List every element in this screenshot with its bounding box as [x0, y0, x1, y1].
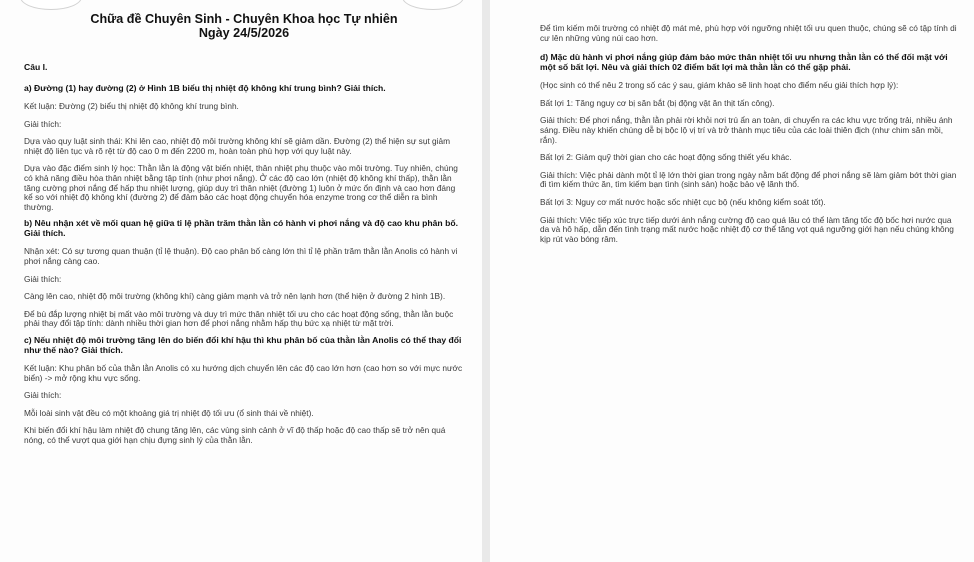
part-b-paragraph-2: Để bù đắp lượng nhiệt bị mất vào môi trường và duy trì mức thân nhiệt tối ưu cho các hoạt động sống, thằn lằn buộc phải thay đổi tập tính: dành nhiều thời gian hơn để phơi nắng nhằm hấp thụ bức xạ nhiệt từ mặt trời. [24, 308, 454, 329]
disadvantage-2: Bất lợi 2: Giảm quỹ thời gian cho các hoạt động sống thiết yếu khác. [540, 152, 792, 163]
disadvantage-2-explanation: Giải thích: Việc phải dành một tỉ lệ lớn thời gian trong ngày nằm bất động để phơi nắng sẽ làm giảm bớt thời gian đi tìm kiếm thức ăn, tìm kiếm bạn tình (sinh sản) hoặc bảo vệ lãnh thổ. [540, 169, 957, 190]
part-c-explain-label: Giải thích: [24, 390, 62, 401]
part-a-paragraph-1: Dựa vào quy luật sinh thái: Khi lên cao, nhiệt độ môi trường không khí sẽ giảm dần. Đường (2) thể hiện sự sụt giảm nhiệt độ liên tục và rõ rệt từ độ cao 0 m đến 2200 m, hoàn toàn phù hợp với quy luật này. [24, 136, 451, 156]
part-c-conclusion: Kết luận: Khu phân bố của thằn lằn Anolis có xu hướng dịch chuyển lên các độ cao lớn hơn (cao hơn so với mực nước biển) -> mở rộng khu vực sống. [24, 362, 463, 383]
part-c-heading: c) Nếu nhiệt độ môi trường tăng lên do biến đổi khí hậu thì khu phân bố của thằn lằn Anolis có thể thay đổi như thế nào? Giải thích. [24, 334, 462, 355]
document-page-right [490, 0, 974, 562]
part-b-paragraph-1: Càng lên cao, nhiệt độ môi trường (không khí) càng giảm mạnh và trở nên lạnh hơn (thể hiện ở đường 2 hình 1B). [24, 291, 446, 302]
part-a-heading: a) Đường (1) hay đường (2) ở Hình 1B biểu thị nhiệt độ không khí trung bình? Giải thích. [24, 83, 386, 93]
disadvantage-3: Bất lợi 3: Nguy cơ mất nước hoặc sốc nhiệt cục bộ (nếu không kiểm soát tốt). [540, 196, 826, 207]
part-b-explain-label: Giải thích: [24, 273, 62, 284]
disadvantage-1-explanation: Giải thích: Để phơi nắng, thằn lằn phải rời khỏi nơi trú ẩn an toàn, di chuyển ra các khu vực trống trải, nhiều ánh sáng. Điều này khiến chúng dễ bị bộc lộ vị trí và trở thành mục tiêu của các loài thiên địch (như chim săn mồi, rắn). [540, 115, 953, 145]
part-b-heading: b) Nêu nhận xét về mối quan hệ giữa tỉ lệ phần trăm thằn lằn có hành vi phơi nắng và độ cao khu phân bố. Giải thích. [24, 218, 458, 239]
part-b-remark: Nhận xét: Có sự tương quan thuận (tỉ lệ thuận). Độ cao phân bố càng lớn thì tỉ lệ phần trăm thằn lằn Anolis có hành vi phơi nắng càng cao. [24, 246, 458, 266]
page-corner-decoration [20, 0, 82, 10]
document-header [24, 12, 464, 40]
part-a-conclusion: Kết luận: Đường (2) biểu thị nhiệt độ không khí trung bình. [24, 101, 239, 111]
part-d-heading: d) Mặc dù hành vi phơi nắng giúp đảm bảo mức thân nhiệt tối ưu nhưng thằn lằn có thể đối mặt với một số bất lợi. Nêu và giải thích 02 điểm bất lợi mà thằn lằn có thể gặp phải. [540, 52, 948, 73]
question-heading: Câu I. [24, 62, 48, 72]
part-c-paragraph-3: Để tìm kiếm môi trường có nhiệt độ mát mẻ, phù hợp với ngưỡng nhiệt tối ưu quen thuộc, chúng sẽ có tập tính di cư lên những vùng núi cao hơn. [540, 23, 957, 43]
disadvantage-3-explanation: Giải thích: Việc tiếp xúc trực tiếp dưới ánh nắng cường độ cao quá lâu có thể làm tăng tốc độ bốc hơi nước qua da và hô hấp, dẫn đến tình trạng mất nước hoặc nhiệt độ cơ thể tăng vọt quá ngưỡng giới hạn nếu chúng không kịp rút vào bóng râm. [540, 214, 954, 244]
disadvantage-1: Bất lợi 1: Tăng nguy cơ bị săn bắt (bị động vật ăn thịt tấn công). [540, 97, 775, 108]
part-d-note: (Học sinh có thể nêu 2 trong số các ý sau, giám khảo sẽ linh hoạt cho điểm nếu giải thích hợp lý): [540, 80, 899, 91]
part-a-explain-label: Giải thích: [24, 118, 62, 129]
document-date: Ngày 24/5/2026 [198, 26, 290, 40]
document-title: Chữa đề Chuyên Sinh - Chuyên Khoa học Tự nhiên [90, 12, 398, 26]
part-c-paragraph-2: Khi biến đổi khí hậu làm nhiệt độ chung tăng lên, các vùng sinh cảnh ở vĩ độ thấp hoặc độ cao thấp sẽ trở nên quá nóng, có thể vượt qua giới hạn chịu đựng sinh lý của thằn lằn. [24, 425, 446, 445]
page-corner-decoration [402, 0, 464, 10]
part-c-paragraph-1: Mỗi loài sinh vật đều có một khoảng giá trị nhiệt độ tối ưu (ổ sinh thái về nhiệt). [24, 407, 314, 418]
part-a-paragraph-2: Dựa vào đặc điểm sinh lý học: Thằn lằn là động vật biến nhiệt, thân nhiệt phụ thuộc vào môi trường. Tuy nhiên, chúng có khả năng điều hòa thân nhiệt bằng tập tính (như phơi nắng). Ở các độ cao lớn (nhiệt độ không khí thấp), thằn lằn tăng cường phơi nắng để hấp thu nhiệt lượng, giúp duy trì thân nhiệt (đường 1) luôn ở mức ổn định và cao hơn đáng kể so với nhiệt độ không khí (đường 2) để đảm bảo các hoạt động chuyển hóa enzyme trong cơ thể diễn ra bình thường. [24, 163, 458, 212]
document-page-left [0, 0, 482, 562]
